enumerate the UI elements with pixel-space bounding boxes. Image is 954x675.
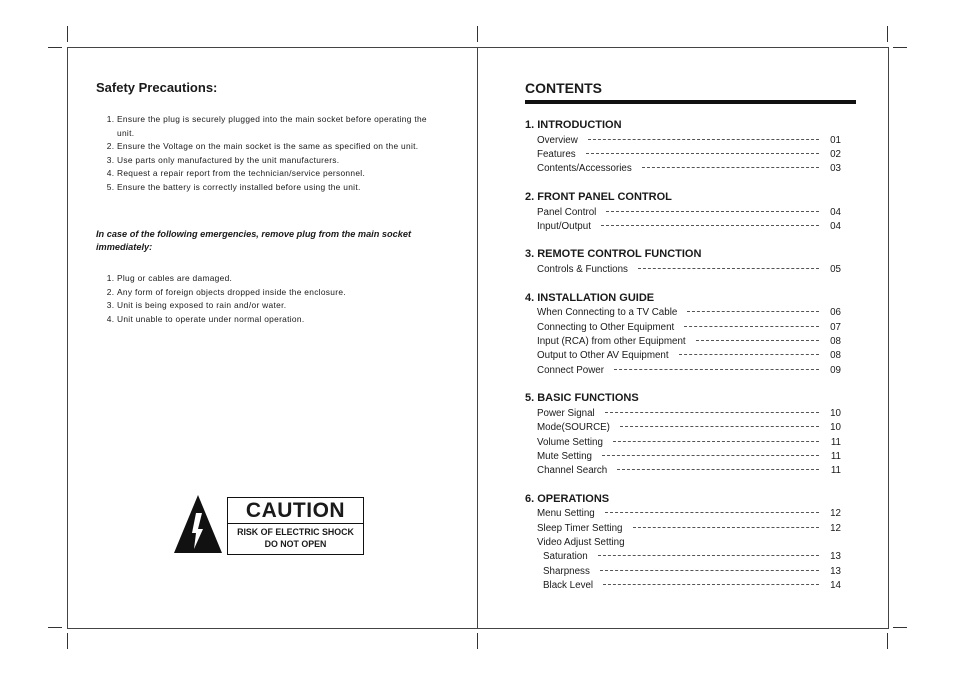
list-item: 4. Unit unable to operate under normal operation.: [117, 313, 446, 327]
toc-entry-page: 13: [830, 551, 841, 563]
toc-entry: [525, 406, 841, 420]
list-item: 3. Use parts only manufactured by the unit manufacturers.: [117, 154, 446, 168]
crop-mark: [893, 47, 907, 48]
toc-entry-label: Mode(SOURCE): [537, 422, 610, 434]
toc-entry: [525, 349, 841, 363]
toc-entry: [525, 449, 841, 463]
toc-section-title: 2. FRONT PANEL CONTROL: [525, 190, 672, 203]
toc-section-title: 3. REMOTE CONTROL FUNCTION: [525, 248, 702, 261]
toc-leader: [613, 441, 819, 442]
caution-line-1: RISK OF ELECTRIC SHOCK: [237, 527, 354, 538]
list-item: 1. Ensure the plug is securely plugged into the main socket before operating the unit.: [117, 113, 446, 140]
toc-entry-page: 12: [830, 508, 841, 520]
toc-entry-label: Power Signal: [537, 407, 595, 419]
toc-entry-page: 04: [830, 220, 841, 232]
toc-entry-label: Overview: [537, 134, 578, 146]
toc-leader: [642, 167, 819, 168]
toc-leader: [633, 527, 820, 528]
toc-leader: [605, 512, 819, 513]
emergencies-list: [96, 272, 446, 326]
toc-entry: [525, 147, 841, 161]
toc-entry-label: Black Level: [543, 579, 594, 591]
toc-leader: [614, 369, 819, 370]
toc-entry-page: 02: [830, 148, 841, 160]
toc-entry: [525, 535, 841, 549]
list-item: 4. Request a repair report from the technician/service personnel.: [117, 167, 446, 181]
table-of-contents: [525, 117, 841, 606]
toc-entry: [525, 133, 841, 147]
toc-leader: [605, 412, 819, 413]
caution-line-2: DO NOT OPEN: [264, 539, 327, 550]
toc-entry: [525, 162, 841, 176]
page-divider: [477, 47, 478, 628]
list-item: 5. Ensure the battery is correctly installed before using the unit.: [117, 181, 446, 195]
toc-section: [525, 491, 841, 593]
toc-entry-label: Panel Control: [537, 206, 597, 218]
electric-shock-warning-icon: [172, 493, 224, 560]
toc-entry-label: Connecting to Other Equipment: [537, 321, 675, 333]
toc-leader: [679, 354, 819, 355]
toc-entry-page: 11: [830, 450, 841, 462]
toc-entry: [525, 507, 841, 521]
toc-section: [525, 290, 841, 377]
caution-word: CAUTION: [228, 498, 363, 524]
toc-section-title: 6. OPERATIONS: [525, 492, 610, 505]
toc-entry: [525, 435, 841, 449]
safety-heading: Safety Precautions:: [96, 80, 218, 95]
toc-section-title: 1. INTRODUCTION: [525, 119, 622, 131]
toc-entry-label: Video Adjust Setting: [537, 536, 625, 548]
toc-leader: [586, 153, 819, 154]
toc-entry-page: 10: [830, 407, 841, 419]
toc-entry-page: 04: [830, 206, 841, 218]
list-item: 3. Unit is being exposed to rain and/or water.: [117, 299, 446, 313]
toc-entry: [525, 521, 841, 535]
toc-section: [525, 246, 841, 276]
toc-leader: [687, 311, 819, 312]
toc-entry-label: Controls & Functions: [537, 264, 628, 276]
toc-entry: [525, 463, 841, 477]
toc-entry-page: 08: [830, 336, 841, 348]
toc-entry: [525, 320, 841, 334]
toc-entry-label: When Connecting to a TV Cable: [537, 307, 678, 319]
toc-leader: [696, 340, 819, 341]
toc-entry-page: 05: [830, 264, 841, 276]
crop-mark: [893, 627, 907, 628]
toc-entry-label: Connect Power: [537, 364, 604, 376]
toc-entry-label: Sharpness: [543, 565, 590, 577]
toc-section-title: 4. INSTALLATION GUIDE: [525, 291, 655, 304]
toc-entry: [525, 421, 841, 435]
caution-label: [227, 497, 364, 555]
toc-entry-page: 08: [830, 350, 841, 362]
contents-title: CONTENTS: [525, 80, 602, 96]
toc-entry-label: Mute Setting: [537, 450, 593, 462]
toc-section: [525, 390, 841, 477]
toc-entry: [525, 262, 841, 276]
toc-leader: [600, 570, 819, 571]
toc-entry-label: Channel Search: [537, 465, 608, 477]
toc-leader: [602, 455, 819, 456]
toc-entry-label: Menu Setting: [537, 508, 595, 520]
emergency-heading: In case of the following emergencies, remove plug from the main socket immediately:: [96, 229, 412, 252]
toc-section: [525, 117, 841, 176]
contents-header: [525, 78, 856, 98]
toc-entry: [525, 564, 841, 578]
toc-entry-page: 14: [830, 579, 841, 591]
toc-entry-page: 10: [830, 422, 841, 434]
contents-rule: [525, 100, 856, 104]
toc-leader: [620, 426, 819, 427]
toc-section: [525, 189, 841, 234]
toc-entry: [525, 306, 841, 320]
toc-entry-label: Output to Other AV Equipment: [537, 350, 669, 362]
list-item: 2. Any form of foreign objects dropped inside the enclosure.: [117, 286, 446, 300]
toc-entry: [525, 219, 841, 233]
toc-entry-page: 13: [830, 565, 841, 577]
toc-entry-label: Features: [537, 148, 576, 160]
list-item: 1. Plug or cables are damaged.: [117, 272, 446, 286]
toc-entry-page: 11: [830, 436, 841, 448]
toc-leader: [598, 555, 819, 556]
crop-mark: [67, 633, 68, 649]
toc-leader: [638, 268, 819, 269]
toc-leader: [684, 326, 819, 327]
toc-entry-page: 03: [830, 163, 841, 175]
toc-section-title: 5. BASIC FUNCTIONS: [525, 392, 639, 405]
toc-entry-label: Contents/Accessories: [537, 163, 632, 175]
list-item: 2. Ensure the Voltage on the main socket is the same as specified on the unit.: [117, 140, 446, 154]
toc-entry-page: 06: [830, 307, 841, 319]
toc-leader: [617, 469, 819, 470]
toc-entry-page: 01: [830, 134, 841, 146]
toc-entry-label: Saturation: [543, 551, 588, 563]
crop-mark: [67, 26, 68, 42]
safety-page: [96, 80, 446, 326]
toc-entry: [525, 578, 841, 592]
toc-leader: [588, 139, 819, 140]
crop-mark: [887, 633, 888, 649]
toc-entry-label: Input/Output: [537, 220, 591, 232]
precautions-list: [96, 113, 446, 194]
toc-entry: [525, 334, 841, 348]
toc-entry: [525, 363, 841, 377]
crop-mark: [48, 627, 62, 628]
crop-mark: [477, 633, 478, 649]
toc-entry-page: 07: [830, 321, 841, 333]
toc-entry: [525, 550, 841, 564]
toc-entry-label: Volume Setting: [537, 436, 603, 448]
crop-mark: [477, 26, 478, 42]
toc-leader: [601, 225, 819, 226]
toc-entry-label: Sleep Timer Setting: [537, 522, 623, 534]
toc-entry: [525, 205, 841, 219]
toc-entry-label: Input (RCA) from other Equipment: [537, 336, 686, 348]
crop-mark: [887, 26, 888, 42]
toc-leader: [603, 584, 819, 585]
toc-entry-page: 12: [830, 522, 841, 534]
toc-entry-page: 11: [830, 465, 841, 477]
crop-mark: [48, 47, 62, 48]
toc-leader: [606, 211, 819, 212]
toc-entry-page: 09: [830, 364, 841, 376]
